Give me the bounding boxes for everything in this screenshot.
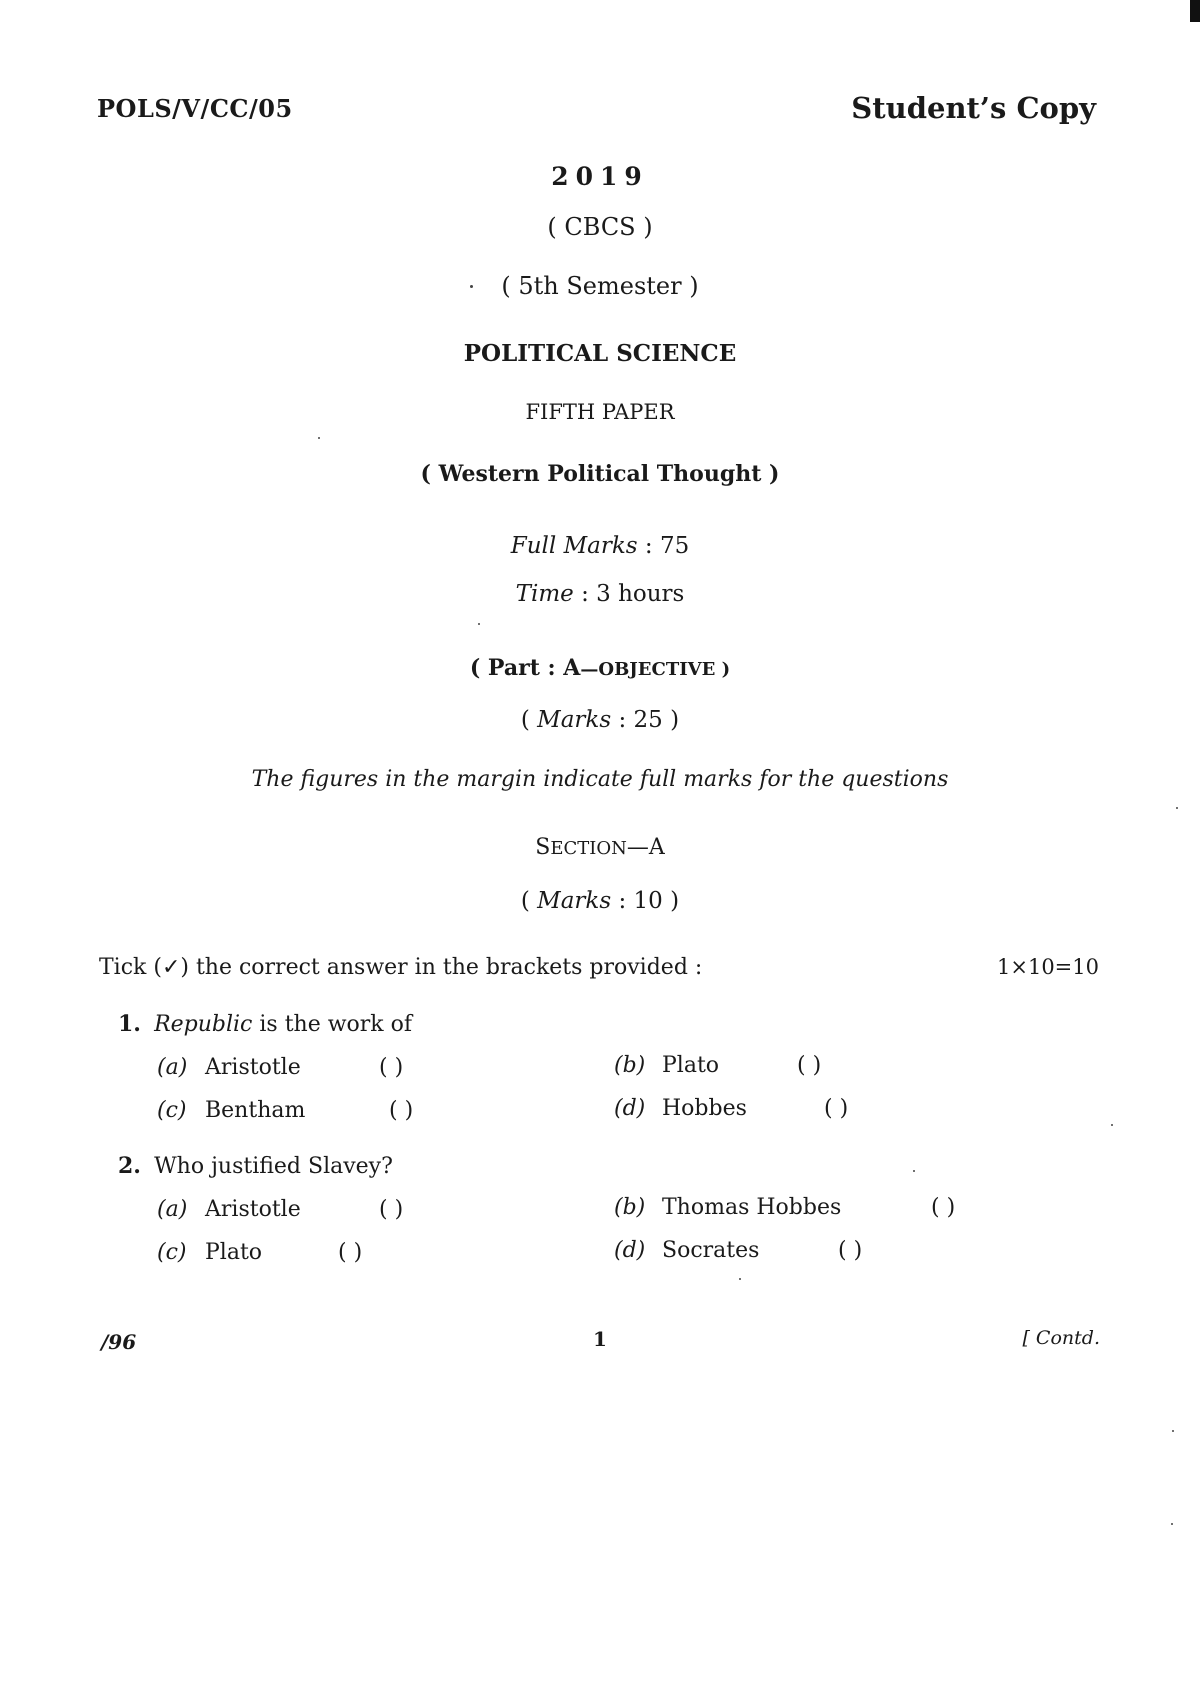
question-2-option-d[interactable]	[614, 1238, 759, 1263]
question-1-option-d[interactable]	[614, 1096, 747, 1121]
scan-edge-mark	[1190, 0, 1200, 22]
option-label: (a)	[157, 1197, 188, 1222]
question-text-rest: Who justified Slavey?	[154, 1154, 393, 1179]
part-heading	[0, 655, 1200, 681]
option-label: (c)	[157, 1098, 187, 1123]
question-text	[154, 1154, 393, 1179]
option-label: (b)	[614, 1053, 646, 1078]
part-marks-open: (	[520, 707, 538, 733]
part-marks-value: : 25 )	[618, 707, 680, 733]
question-2-option-a[interactable]	[157, 1197, 301, 1222]
question-text	[154, 1012, 412, 1037]
section-marks-open: (	[520, 888, 538, 914]
scan-speck	[1111, 1124, 1113, 1126]
time-value: : 3 hours	[581, 581, 685, 607]
question-text-italic: Republic	[154, 1012, 253, 1037]
option-label: (d)	[614, 1238, 646, 1263]
paper-code: POLS/V/CC/05	[97, 94, 293, 123]
scan-speck	[318, 437, 320, 439]
answer-bracket[interactable]: ( )	[379, 1055, 404, 1080]
section-suffix: —A	[626, 835, 665, 860]
time-label: Time	[515, 581, 574, 607]
exam-subject: POLITICAL SCIENCE	[463, 340, 737, 367]
question-2-option-c[interactable]	[157, 1240, 262, 1265]
section-small: ECTION	[550, 838, 627, 859]
answer-bracket[interactable]: ( )	[338, 1240, 363, 1265]
part-marks-label: Marks	[537, 707, 612, 733]
section-prefix: S	[535, 835, 551, 860]
answer-bracket[interactable]: ( )	[797, 1053, 822, 1078]
exam-paper: FIFTH PAPER	[525, 400, 675, 424]
margin-note: The figures in the margin indicate full marks for the questions	[251, 767, 949, 792]
instruction-text: Tick (✓) the correct answer in the brackets provided :	[99, 955, 703, 980]
option-text: Thomas Hobbes	[662, 1195, 842, 1220]
question-1-option-b[interactable]	[614, 1053, 719, 1078]
continued-label: [ Contd.	[1022, 1327, 1100, 1349]
option-label: (a)	[157, 1055, 188, 1080]
question-2-option-b[interactable]	[614, 1195, 841, 1220]
option-text: Aristotle	[205, 1197, 301, 1222]
question-1-option-a[interactable]	[157, 1055, 301, 1080]
paper-title: ( Western Political Thought )	[420, 461, 780, 487]
section-heading	[0, 835, 1200, 860]
instruction-marks: 1×10=10	[997, 955, 1099, 979]
scan-speck	[1172, 1430, 1174, 1432]
section-marks-value: : 10 )	[618, 888, 680, 914]
question-1	[118, 1011, 412, 1037]
exam-semester: ( 5th Semester )	[501, 272, 699, 300]
question-2	[118, 1153, 393, 1179]
exam-scheme: ( CBCS )	[547, 213, 653, 241]
question-1-option-c[interactable]	[157, 1098, 305, 1123]
exam-time	[0, 581, 1200, 607]
scan-speck	[1176, 807, 1178, 809]
option-label: (c)	[157, 1240, 187, 1265]
answer-bracket[interactable]: ( )	[824, 1096, 849, 1121]
scan-speck	[913, 1170, 915, 1172]
option-text: Hobbes	[662, 1096, 747, 1121]
answer-bracket[interactable]: ( )	[389, 1098, 414, 1123]
answer-bracket[interactable]: ( )	[838, 1238, 863, 1263]
option-text: Socrates	[662, 1238, 760, 1263]
question-number: 1.	[118, 1011, 141, 1037]
full-marks-label: Full Marks	[510, 533, 638, 559]
option-text: Plato	[662, 1053, 720, 1078]
option-text: Aristotle	[205, 1055, 301, 1080]
full-marks	[0, 533, 1200, 559]
option-text: Plato	[205, 1240, 263, 1265]
section-marks	[0, 888, 1200, 914]
full-marks-value: : 75	[644, 533, 690, 559]
section-marks-label: Marks	[537, 888, 612, 914]
part-marks	[0, 707, 1200, 733]
option-label: (d)	[614, 1096, 646, 1121]
part-prefix: ( Part : A	[469, 655, 581, 681]
option-label: (b)	[614, 1195, 646, 1220]
copy-label: Student’s Copy	[851, 91, 1096, 125]
question-number: 2.	[118, 1153, 141, 1179]
answer-bracket[interactable]: ( )	[379, 1197, 404, 1222]
answer-bracket[interactable]: ( )	[931, 1195, 956, 1220]
option-text: Bentham	[205, 1098, 306, 1123]
question-text-rest: is the work of	[252, 1012, 413, 1037]
scan-speck	[1171, 1523, 1173, 1525]
scan-speck	[470, 285, 473, 288]
page-number: 1	[593, 1327, 607, 1351]
scan-speck	[739, 1278, 741, 1280]
exam-year: 2019	[551, 162, 649, 191]
part-suffix: —OBJECTIVE )	[580, 659, 731, 680]
footer-code: /96	[101, 1330, 137, 1354]
scan-speck	[478, 623, 480, 625]
